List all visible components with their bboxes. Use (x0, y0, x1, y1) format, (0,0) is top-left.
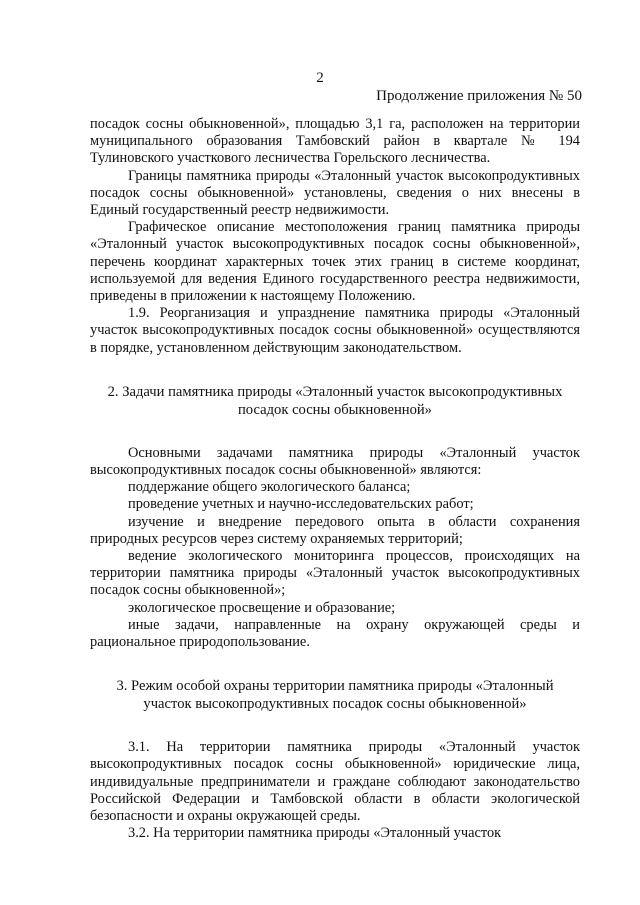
task-list-item: проведение учетных и научно-исследовательских работ; (128, 496, 474, 513)
paragraph: 3.2. На территории памятника природы «Эталонный участок (128, 825, 502, 842)
page-number: 2 (316, 70, 324, 86)
section-2-heading-line2: посадок сосны обыкновенной» (238, 401, 432, 418)
paragraph: посадок сосны обыкновенной», площадью 3,1 га, расположен на территории муниципального образования Тамбовский район в квартале № 194 Тулиновского участкового лесничества Горельского лесничества. (90, 116, 580, 167)
task-list-item: изучение и внедрение передового опыта в области сохранения природных ресурсов через систему охраняемых территорий; (90, 513, 580, 547)
task-list-item: экологическое просвещение и образование; (128, 599, 396, 616)
section-2-heading-line1: 2. Задачи памятника природы «Эталонный участок высокопродуктивных (107, 383, 563, 400)
paragraph: 3.1. На территории памятника природы «Эталонный участок высокопродуктивных посадок сосны обыкновенной» юридические лица, индивидуальные предприниматели и граждане соблюдают законодательство Российской Федерации и Тамбовской области в области экологической безопасности и охраны окружающей среды. (90, 739, 580, 825)
section-2-heading (90, 383, 580, 419)
section-3-heading-line1: 3. Режим особой охраны территории памятника природы «Эталонный (116, 678, 554, 695)
document-body (90, 116, 580, 843)
task-list-item: ведение экологического мониторинга процессов, происходящих на территории памятника природы «Эталонный участок высокопродуктивных посадок сосны обыкновенной»; (90, 548, 580, 599)
section-3-heading-line2: участок высокопродуктивных посадок сосны обыкновенной» (143, 696, 527, 713)
task-list-item: поддержание общего экологического баланса; (128, 479, 411, 496)
paragraph: 1.9. Реорганизация и упразднение памятника природы «Эталонный участок высокопродуктивных посадок сосны обыкновенной» осуществляются в порядке, установленном действующим законодательством. (90, 305, 580, 356)
section-3-heading (90, 677, 580, 713)
paragraph: Границы памятника природы «Эталонный участок высокопродуктивных посадок сосны обыкновенной» установлены, сведения о них внесены в Единый государственный реестр недвижимости. (90, 167, 580, 219)
appendix-continuation: Продолжение приложения № 50 (376, 88, 582, 104)
task-list-item: иные задачи, направленные на охрану окружающей среды и рациональное природопользование. (90, 616, 580, 651)
paragraph: Графическое описание местоположения границ памятника природы «Эталонный участок высокопродуктивных посадок сосны обыкновенной», перечень координат характерных точек этих границ в системе координат, используемой для ведения Единого государственного реестра недвижимости, приведены в приложении к настоящему Положению. (90, 219, 580, 305)
section-2-intro: Основными задачами памятника природы «Эталонный участок высокопродуктивных посадок сосны обыкновенной» являются: (90, 444, 580, 479)
